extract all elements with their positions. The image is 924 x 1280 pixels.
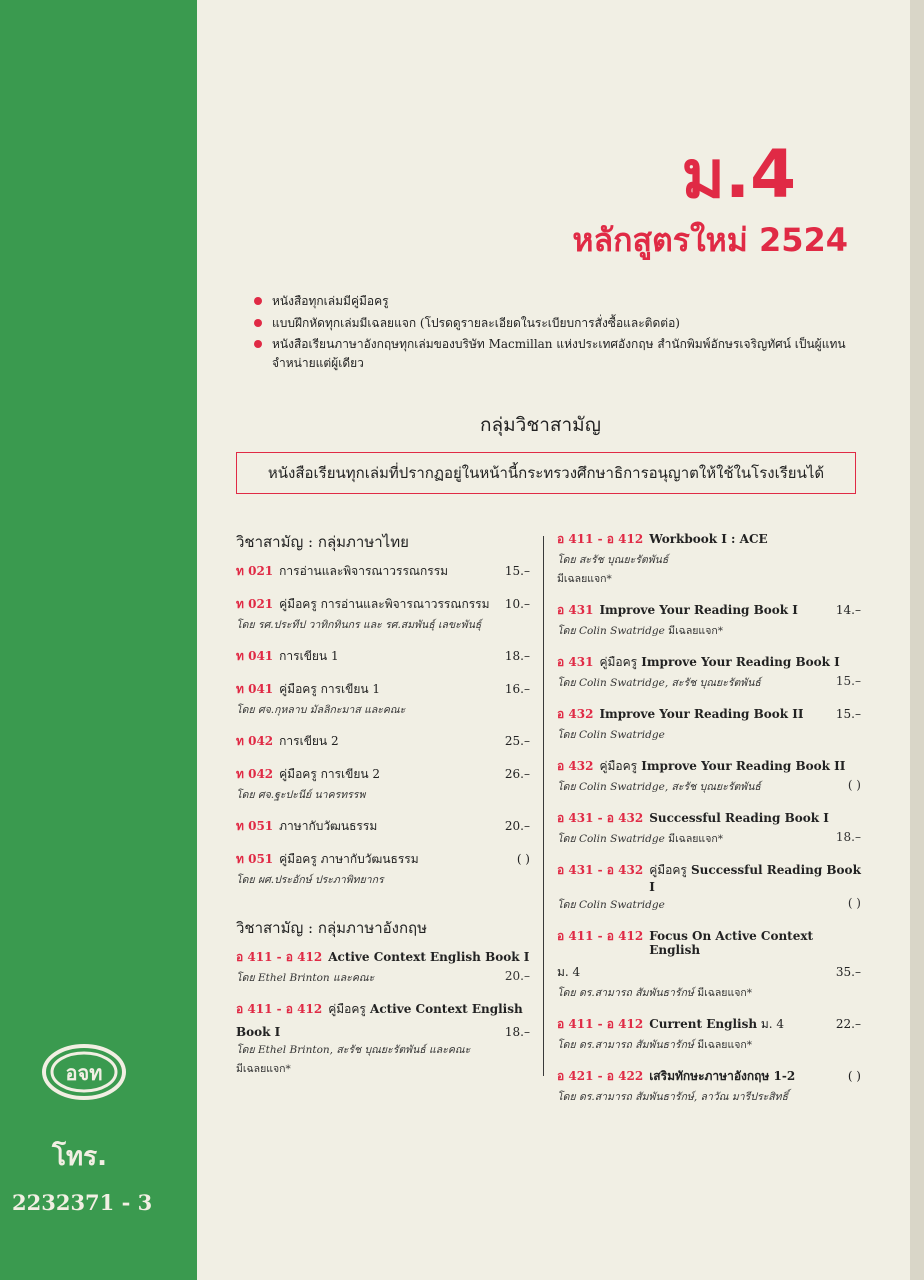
bullet-item: แบบฝึกหัดทุกเล่มมีเฉลยแจก (โปรดดูรายละเอียดในระเบียบการสั่งซื้อและติดต่อ) (254, 314, 874, 333)
bullet-item: หนังสือเรียนภาษาอังกฤษทุกเล่มของบริษัท Macmillan แห่งประเทศอังกฤษ สำนักพิมพ์อักษรเจริญทัศน์ เป็นผู้แทนจำหน่ายแต่ผู้เดียว (254, 335, 874, 372)
book-item: อ 432 คู่มือครู Improve Your Reading Book II โดย Colin Swatridge, สะรัช บุณยะรัตพันธ์ ( ) (557, 759, 861, 793)
phone-label: โทร. (52, 1142, 107, 1172)
english-section-heading: วิชาสามัญ : กลุ่มภาษาอังกฤษ (236, 919, 428, 937)
thai-section-heading: วิชาสามัญ : กลุ่มภาษาไทย (236, 533, 409, 551)
green-sidebar (0, 0, 197, 1280)
bullet-dot-icon (254, 297, 262, 305)
book-item: อ 411 - อ 412 คู่มือครู Active Context English Book I 18.– โดย Ethel Brinton, สะรัช บุณยะรัตพันธ์ และคณะ มีเฉลยแจก* (236, 1002, 530, 1075)
curriculum-heading: หลักสูตรใหม่ 2524 (572, 221, 848, 259)
book-item: อ 411 - อ 412 Focus On Active Context English ม. 4 35.– โดย ดร.สามารถ สัมพันธารักษ์ มีเฉลยแจก* (557, 929, 861, 999)
right-column (557, 530, 861, 1119)
book-item: ท 042 การเขียน 2 25.– (236, 734, 530, 748)
info-bullets (254, 292, 874, 375)
approval-notice: หนังสือเรียนทุกเล่มที่ปรากฏอยู่ในหน้านี้กระทรวงศึกษาธิการอนุญาตให้ใช้ในโรงเรียนได้ (236, 452, 856, 494)
book-item: ท 041 คู่มือครู การเขียน 1 16.– โดย ศจ.กุหลาบ มัลลิกะมาส และคณะ (236, 682, 530, 716)
book-item: ท 051 ภาษากับวัฒนธรรม 20.– (236, 819, 530, 833)
book-item: ท 051 คู่มือครู ภาษากับวัฒนธรรม ( ) โดย ผศ.ประอักษ์ ประภาพิทยากร (236, 852, 530, 886)
book-item: ท 041 การเขียน 1 18.– (236, 649, 530, 663)
column-divider (543, 536, 544, 1076)
left-column (236, 530, 530, 1091)
page-edge (910, 0, 924, 1280)
phone-number: 2232371 - 3 (12, 1190, 153, 1215)
book-item: อ 431 คู่มือครู Improve Your Reading Book I โดย Colin Swatridge, สะรัช บุณยะรัตพันธ์ 15.– (557, 655, 861, 689)
book-item: ท 021 คู่มือครู การอ่านและพิจารณาวรรณกรรม 10.– โดย รศ.ประทีป วาทิกทินกร และ รศ.สมพันธุ์ เลขะพันธุ์ (236, 597, 530, 631)
book-item: อ 421 - อ 422 เสริมทักษะภาษาอังกฤษ 1-2 ( ) โดย ดร.สามารถ สัมพันธารักษ์, ลาวัณ มารีประสิทธิ์ (557, 1069, 861, 1103)
book-item: อ 411 - อ 412 Workbook I : ACE โดย สะรัช บุณยะรัตพันธ์ มีเฉลยแจก* (557, 532, 768, 585)
book-item: อ 431 - อ 432 Successful Reading Book I โดย Colin Swatridge มีเฉลยแจก* 18.– (557, 811, 861, 845)
publisher-logo (40, 1040, 128, 1104)
book-item: อ 431 - อ 432 คู่มือครู Successful Reading Book I โดย Colin Swatridge ( ) (557, 863, 861, 911)
book-item: อ 411 - อ 412 Active Context English Book I โดย Ethel Brinton และคณะ 20.– (236, 950, 530, 984)
grade-heading: ม.4 (681, 136, 796, 213)
book-item: อ 431 Improve Your Reading Book I 14.– โดย Colin Swatridge มีเฉลยแจก* (557, 603, 861, 637)
bullet-dot-icon (254, 340, 262, 348)
book-item: อ 432 Improve Your Reading Book II 15.– โดย Colin Swatridge (557, 707, 861, 741)
book-item: อ 411 - อ 412 Current English ม. 4 22.– โดย ดร.สามารถ สัมพันธารักษ์ มีเฉลยแจก* (557, 1017, 861, 1051)
svg-text:อจท: อจท (65, 1061, 103, 1085)
bullet-item: หนังสือทุกเล่มมีคู่มือครู (254, 292, 874, 311)
book-item: ท 021 การอ่านและพิจารณาวรรณกรรม 15.– (236, 564, 530, 578)
book-item: ท 042 คู่มือครู การเขียน 2 26.– โดย ศจ.ฐะปะนีย์ นาครทรรพ (236, 767, 530, 801)
group-title: กลุ่มวิชาสามัญ (480, 414, 601, 436)
bullet-dot-icon (254, 319, 262, 327)
